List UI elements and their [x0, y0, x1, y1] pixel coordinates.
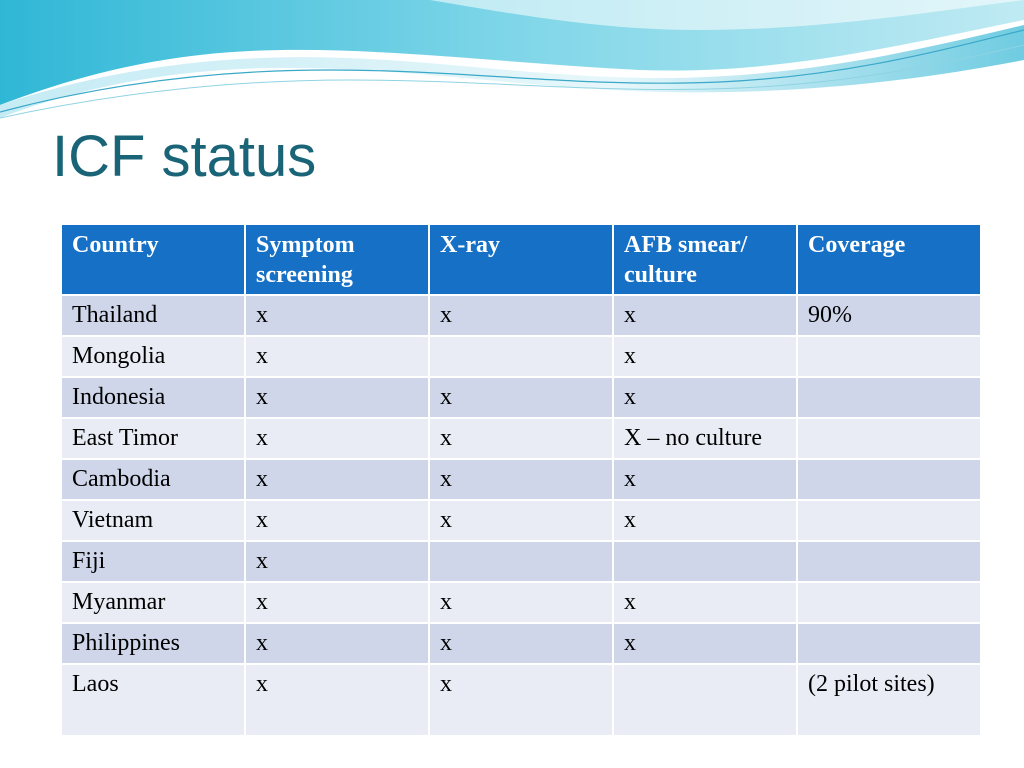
cell-country: Laos	[62, 665, 244, 735]
cell-x-ray: x	[430, 665, 612, 735]
header-symptom-screening: Symptom screening	[246, 225, 428, 294]
table-row	[62, 624, 980, 663]
cell-coverage	[798, 419, 980, 458]
cell-x-ray	[430, 337, 612, 376]
cell-x-ray: x	[430, 460, 612, 499]
cell-afb-smear-culture	[614, 542, 796, 581]
cell-x-ray: x	[430, 624, 612, 663]
cell-x-ray: x	[430, 583, 612, 622]
table-row	[62, 460, 980, 499]
cell-afb-smear-culture: x	[614, 501, 796, 540]
cell-symptom-screening: x	[246, 337, 428, 376]
cell-coverage: 90%	[798, 296, 980, 335]
cell-afb-smear-culture: X – no culture	[614, 419, 796, 458]
slide-title: ICF status	[52, 124, 317, 189]
cell-country: Myanmar	[62, 583, 244, 622]
cell-country: Mongolia	[62, 337, 244, 376]
cell-symptom-screening: x	[246, 419, 428, 458]
cell-symptom-screening: x	[246, 542, 428, 581]
cell-coverage	[798, 337, 980, 376]
cell-afb-smear-culture: x	[614, 296, 796, 335]
cell-country: Vietnam	[62, 501, 244, 540]
cell-symptom-screening: x	[246, 624, 428, 663]
cell-country: Cambodia	[62, 460, 244, 499]
cell-symptom-screening: x	[246, 665, 428, 735]
cell-symptom-screening: x	[246, 460, 428, 499]
cell-afb-smear-culture: x	[614, 378, 796, 417]
table-row	[62, 378, 980, 417]
header-afb-smear-culture: AFB smear/ culture	[614, 225, 796, 294]
cell-x-ray	[430, 542, 612, 581]
cell-coverage	[798, 460, 980, 499]
cell-afb-smear-culture: x	[614, 337, 796, 376]
cell-symptom-screening: x	[246, 378, 428, 417]
cell-symptom-screening: x	[246, 501, 428, 540]
cell-country: Philippines	[62, 624, 244, 663]
table-row	[62, 337, 980, 376]
table-row	[62, 583, 980, 622]
icf-status-table	[60, 223, 982, 737]
header-x-ray: X-ray	[430, 225, 612, 294]
cell-x-ray: x	[430, 419, 612, 458]
cell-country: Thailand	[62, 296, 244, 335]
cell-coverage	[798, 378, 980, 417]
header-country: Country	[62, 225, 244, 294]
cell-country: Indonesia	[62, 378, 244, 417]
cell-coverage	[798, 501, 980, 540]
cell-afb-smear-culture: x	[614, 460, 796, 499]
cell-x-ray: x	[430, 296, 612, 335]
table-row	[62, 501, 980, 540]
decorative-wave-banner	[0, 0, 1024, 130]
table-row	[62, 419, 980, 458]
cell-symptom-screening: x	[246, 583, 428, 622]
cell-x-ray: x	[430, 378, 612, 417]
cell-afb-smear-culture: x	[614, 583, 796, 622]
table-header-row	[62, 225, 980, 294]
table-row	[62, 542, 980, 581]
header-coverage: Coverage	[798, 225, 980, 294]
cell-x-ray: x	[430, 501, 612, 540]
cell-coverage	[798, 542, 980, 581]
cell-coverage	[798, 583, 980, 622]
cell-coverage	[798, 624, 980, 663]
table-row	[62, 296, 980, 335]
cell-country: East Timor	[62, 419, 244, 458]
cell-country: Fiji	[62, 542, 244, 581]
cell-coverage: (2 pilot sites)	[798, 665, 980, 735]
table-row	[62, 665, 980, 735]
cell-afb-smear-culture	[614, 665, 796, 735]
cell-symptom-screening: x	[246, 296, 428, 335]
cell-afb-smear-culture: x	[614, 624, 796, 663]
